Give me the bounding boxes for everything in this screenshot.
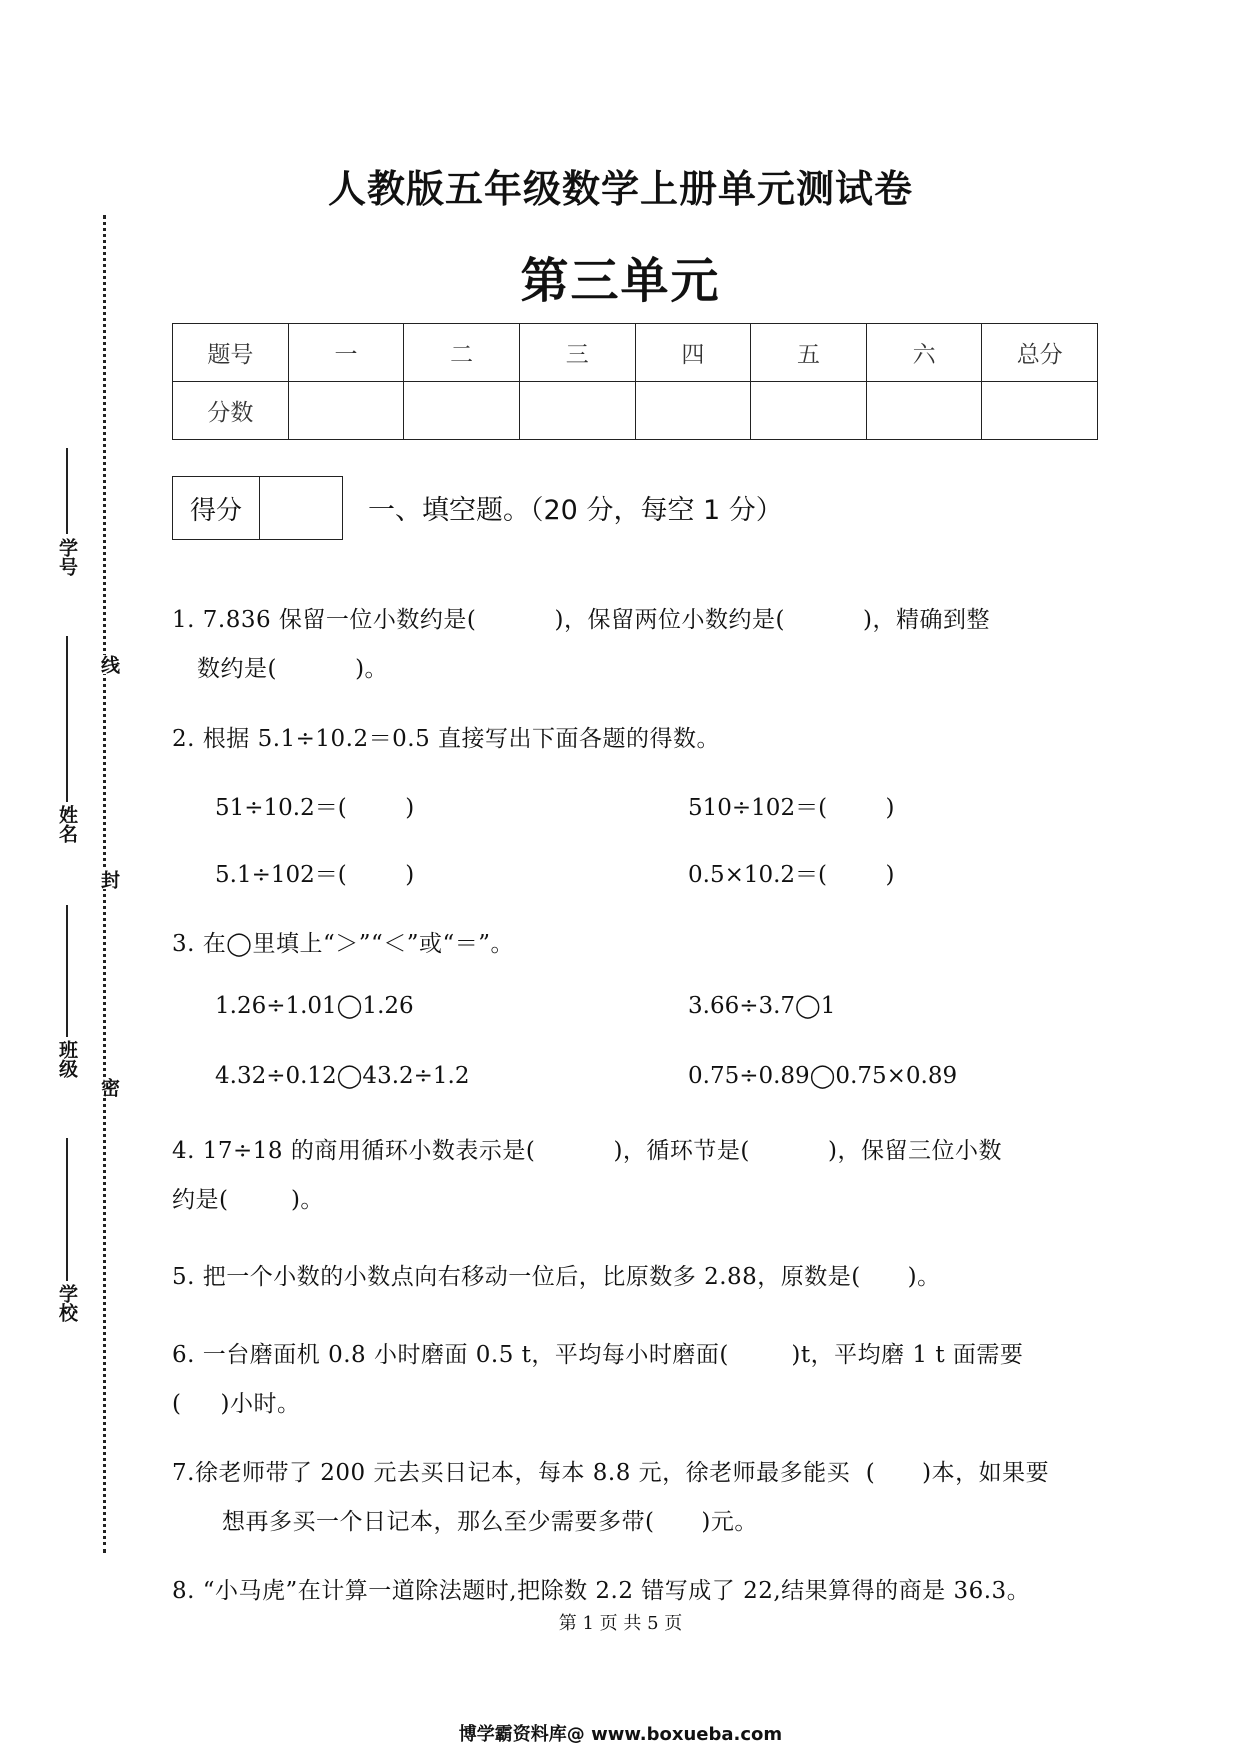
score-cell[interactable] — [519, 382, 635, 440]
question-4-line-2: 约是( )。 — [172, 1187, 324, 1213]
score-table-header-cell: 六 — [866, 324, 982, 382]
score-table — [172, 323, 1098, 440]
score-table-header-cell: 总分 — [982, 324, 1098, 382]
score-table-score-row — [173, 382, 1098, 440]
question-1-line-1: 1. 7.836 保留一位小数约是( )，保留两位小数约是( )，精确到整 — [172, 607, 991, 633]
question-1-line-2: 数约是( )。 — [197, 656, 389, 682]
score-table-header-cell: 题号 — [173, 324, 289, 382]
score-table-row-label: 分数 — [173, 382, 289, 440]
score-table-header-row — [173, 324, 1098, 382]
question-2-item-a: 51÷10.2＝( ) — [215, 795, 415, 821]
exam-title: 人教版五年级数学上册单元测试卷 — [327, 167, 913, 211]
score-cell[interactable] — [982, 382, 1098, 440]
side-mark-mi: 密 — [96, 1078, 123, 1097]
question-2-item-d: 0.5×10.2＝( ) — [688, 862, 895, 888]
school-line — [66, 1138, 68, 1281]
question-7-line-1: 7.徐老师带了 200 元去买日记本，每本 8.8 元，徐老师最多能买 ( )本，如果要 — [172, 1460, 1050, 1486]
question-3-item-b: 3.66÷3.7◯1 — [688, 993, 836, 1019]
question-2-stem: 2. 根据 5.1÷10.2＝0.5 直接写出下面各题的得数。 — [172, 726, 721, 752]
question-2-item-b: 510÷102＝( ) — [688, 795, 895, 821]
question-6-line-2: ( )小时。 — [172, 1391, 301, 1417]
score-cell[interactable] — [404, 382, 520, 440]
watermark-text: 博学霸资料库@ www.boxueba.com — [458, 1724, 783, 1745]
name-line — [66, 636, 68, 802]
question-3-item-d: 0.75÷0.89◯0.75×0.89 — [688, 1063, 958, 1089]
question-5: 5. 把一个小数的小数点向右移动一位后，比原数多 2.88，原数是( )。 — [172, 1264, 941, 1290]
class-line — [66, 905, 68, 1037]
score-table-header-cell: 三 — [519, 324, 635, 382]
section-score-input[interactable] — [260, 477, 342, 539]
score-cell[interactable] — [635, 382, 751, 440]
section-score-label: 得分 — [173, 477, 260, 539]
side-label-student-id: 学号 — [56, 538, 78, 576]
side-mark-xian: 线 — [96, 655, 123, 674]
question-7-line-2: 想再多买一个日记本，那么至少需要多带( )元。 — [222, 1509, 758, 1535]
section-score-box — [172, 476, 343, 540]
section-heading: 一、填空题。（20 分，每空 1 分） — [368, 495, 783, 526]
question-8-line-1: 8. “小马虎”在计算一道除法题时,把除数 2.2 错写成了 22,结果算得的商是 36.3。 — [172, 1578, 1031, 1604]
question-4-line-1: 4. 17÷18 的商用循环小数表示是( )，循环节是( )，保留三位小数 — [172, 1138, 1002, 1164]
question-2-item-c: 5.1÷102＝( ) — [215, 862, 415, 888]
score-table-header-cell: 五 — [751, 324, 867, 382]
question-3-item-c: 4.32÷0.12◯43.2÷1.2 — [215, 1063, 470, 1089]
student-id-line — [66, 448, 68, 534]
side-label-name: 姓名 — [56, 805, 78, 843]
score-table-header-cell: 一 — [288, 324, 404, 382]
score-table-header-cell: 四 — [635, 324, 751, 382]
question-3-stem: 3. 在◯里填上“＞”“＜”或“＝”。 — [172, 931, 515, 957]
score-table-header-cell: 二 — [404, 324, 520, 382]
page-number: 第 1 页 共 5 页 — [558, 1613, 683, 1634]
side-mark-feng: 封 — [96, 870, 123, 889]
side-label-school: 学校 — [56, 1284, 78, 1322]
score-cell[interactable] — [866, 382, 982, 440]
question-3-item-a: 1.26÷1.01◯1.26 — [215, 993, 414, 1019]
unit-title: 第三单元 — [520, 253, 721, 309]
score-cell[interactable] — [751, 382, 867, 440]
side-label-class: 班级 — [56, 1040, 78, 1078]
score-cell[interactable] — [288, 382, 404, 440]
question-6-line-1: 6. 一台磨面机 0.8 小时磨面 0.5 t，平均每小时磨面( )t，平均磨 1 t 面需要 — [172, 1342, 1024, 1368]
